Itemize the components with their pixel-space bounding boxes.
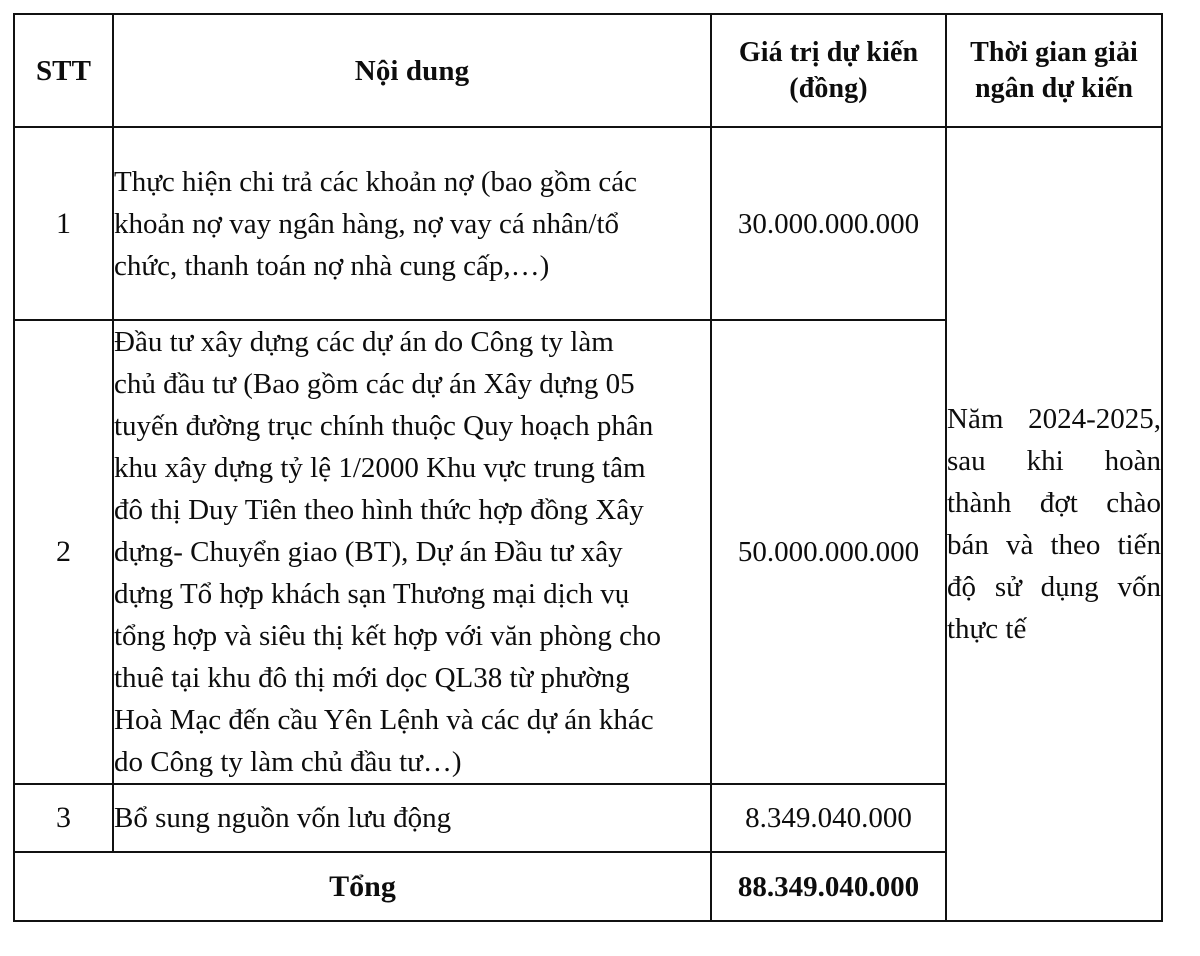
- column-header-gia-tri-line1: Giá trị dự kiến: [738, 36, 919, 68]
- column-header-thoi-gian-giai-ngan: [946, 14, 1162, 127]
- cell-stt: 1: [14, 127, 113, 320]
- noidung-line: đô thị Duy Tiên theo hình thức hợp đồng Xây: [114, 494, 644, 526]
- noidung-line: dựng- Chuyển giao (BT), Dự án Đầu tư xây: [114, 536, 623, 568]
- noidung-line: tổng hợp và siêu thị kết hợp với văn phòng cho: [114, 620, 661, 652]
- noidung-line: Thực hiện chi trả các khoản nợ (bao gồm các: [114, 165, 638, 198]
- cell-stt: 3: [14, 784, 113, 852]
- cell-gia-tri: 50.000.000.000: [711, 320, 946, 784]
- noidung-line: tuyến đường trục chính thuộc Quy hoạch phân: [114, 410, 654, 442]
- noidung-line: Hoà Mạc đến cầu Yên Lệnh và các dự án khác: [114, 704, 654, 736]
- cell-gia-tri: 30.000.000.000: [711, 127, 946, 320]
- column-header-gia-tri-du-kien: [711, 14, 946, 127]
- capital-use-plan-table: [13, 13, 1163, 922]
- cell-noidung: [113, 127, 711, 320]
- column-header-thoi-gian-line1: Thời gian giải: [970, 36, 1138, 68]
- cell-gia-tri: 8.349.040.000: [711, 784, 946, 852]
- column-header-thoi-gian-line2: ngân dự kiến: [974, 72, 1134, 104]
- column-header-stt: STT: [14, 14, 113, 127]
- noidung-line: chức, thanh toán nợ nhà cung cấp,…): [114, 249, 550, 282]
- noidung-line: khoản nợ vay ngân hàng, nợ vay cá nhân/tổ: [114, 207, 620, 240]
- cell-thoi-gian-giai-ngan-merged: [946, 127, 1162, 921]
- table-row: [14, 127, 1162, 320]
- noidung-line: chủ đầu tư (Bao gồm các dự án Xây dựng 05: [114, 368, 635, 400]
- column-header-noidung: Nội dung: [113, 14, 711, 127]
- table-header: [14, 14, 1162, 127]
- noidung-line: thuê tại khu đô thị mới dọc QL38 từ phường: [114, 662, 630, 694]
- table-body: [14, 127, 1162, 921]
- noidung-line: Đầu tư xây dựng các dự án do Công ty làm: [114, 326, 614, 358]
- cell-stt: 2: [14, 320, 113, 784]
- noidung-line: do Công ty làm chủ đầu tư…): [114, 746, 462, 778]
- header-row: [14, 14, 1162, 127]
- total-label: Tổng: [14, 852, 711, 921]
- cell-noidung: [113, 784, 711, 852]
- noidung-line: dựng Tổ hợp khách sạn Thương mại dịch vụ: [114, 578, 630, 610]
- thoi-gian-text: Năm 2024-2025, sau khi hoàn thành đợt chào bán và theo tiến độ sử dụng vốn thực tế: [947, 403, 1161, 645]
- total-value: 88.349.040.000: [711, 852, 946, 921]
- noidung-line: khu xây dựng tỷ lệ 1/2000 Khu vực trung tâm: [114, 452, 646, 484]
- column-header-gia-tri-line2: (đồng): [789, 72, 868, 104]
- cell-noidung: [113, 320, 711, 784]
- noidung-line: Bổ sung nguồn vốn lưu động: [114, 802, 452, 834]
